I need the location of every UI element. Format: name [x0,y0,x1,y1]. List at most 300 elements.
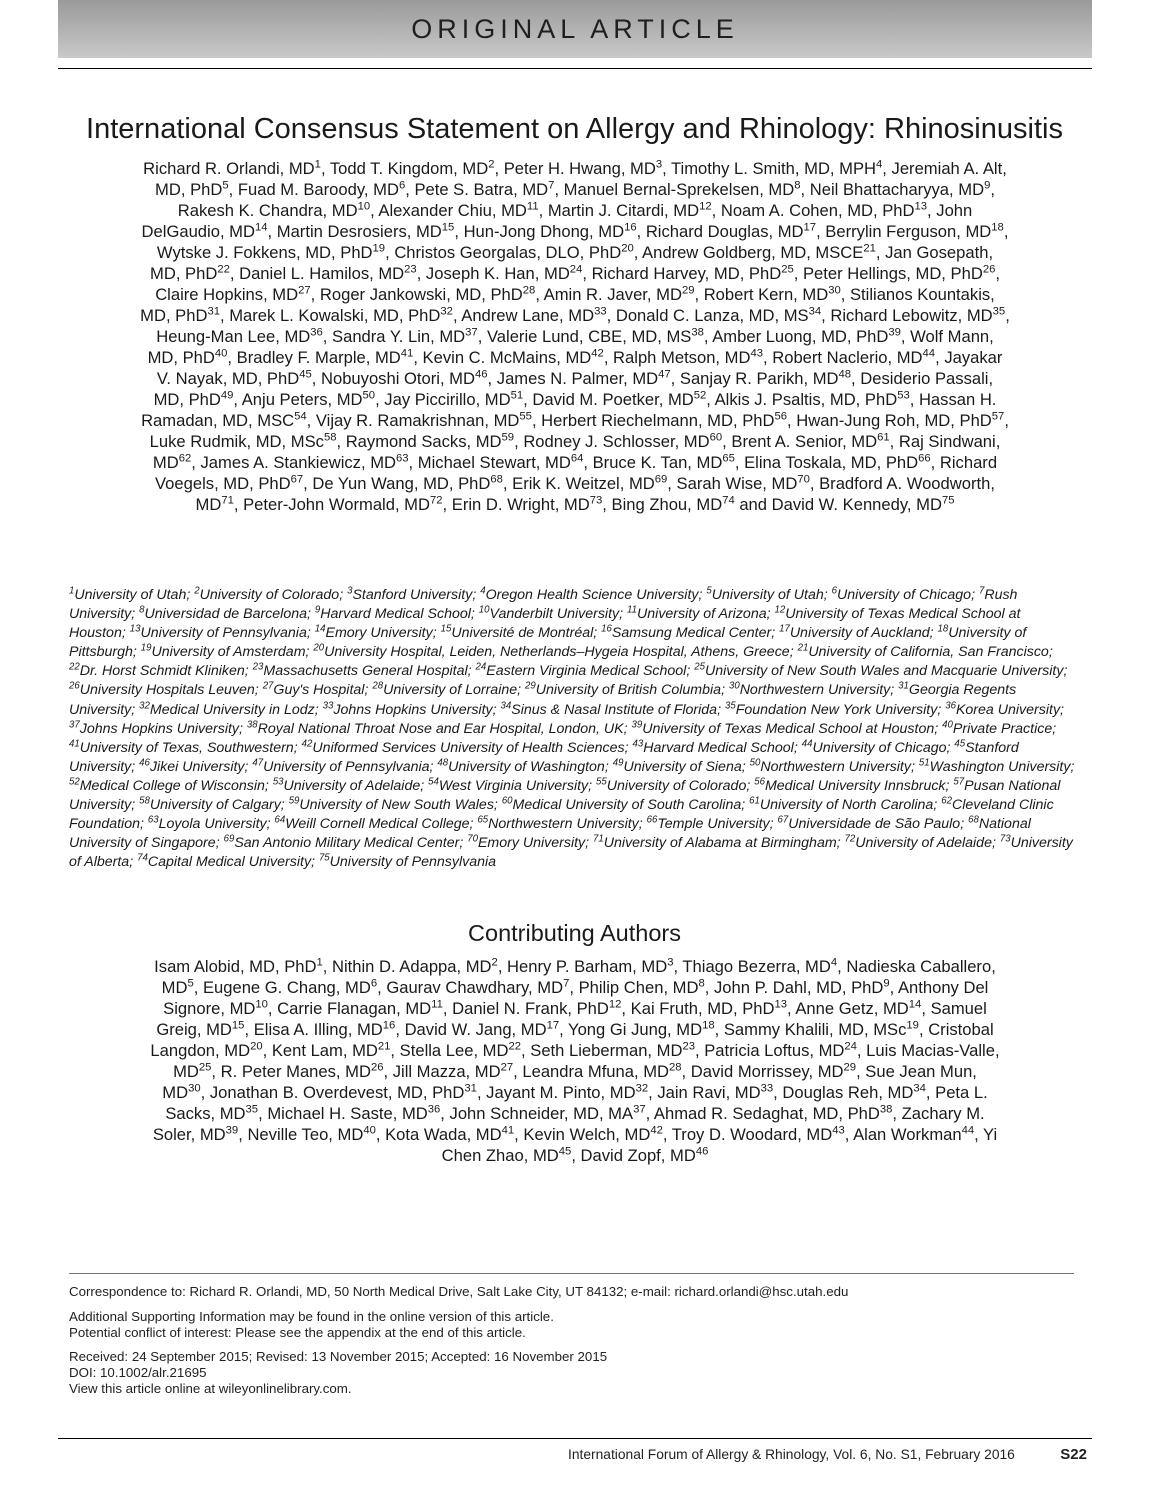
author [332,327,478,346]
author [464,222,637,241]
author [772,348,935,367]
affiliation-marker: 56 [774,410,788,423]
affiliation-marker: 32 [635,1082,649,1095]
author [243,495,442,514]
contributing-author-name: R. Peter Manes, MD [220,1062,371,1081]
affiliation-marker: 52 [693,389,707,402]
affiliation [246,718,624,737]
section-banner [58,0,1092,58]
affiliation-institution: Korea University [955,701,1061,718]
affiliation-marker: 11 [431,998,443,1011]
author [143,159,321,178]
affiliation-marker: 12 [608,998,622,1011]
affiliation-institution: Universidad de Barcelona [144,606,308,623]
contributing-author-name: Sue Jean Mun, MD [162,1062,977,1102]
author [677,474,810,493]
affiliation-number: 21 [797,642,809,654]
author-name: Vijay R. Ramakrishnan, MD [315,411,520,430]
affiliation-number: 75 [318,852,330,864]
contributing-author-name: Nithin D. Adappa, MD [331,957,492,976]
author [523,432,722,451]
affiliation-marker: 45 [558,1145,572,1158]
affiliation-number: 31 [898,680,909,692]
author-name: Joseph K. Han, MD [425,264,570,283]
affiliation-marker: 73 [589,494,603,507]
affiliation [647,816,770,832]
affiliation-institution: Royal National Throat Nose and Ear Hospital, London, UK [257,720,624,737]
affiliation [596,778,746,794]
affiliation [502,797,741,813]
affiliation-number: 5 [706,585,712,597]
affiliation-institution: Medical University in Lodz [149,701,315,718]
affiliation-marker: 59 [501,431,515,444]
affiliation-number: 51 [918,757,930,769]
affiliation-institution: University of Pennsylvania [329,854,497,871]
author [548,201,712,220]
affiliation-marker: 43 [750,347,763,360]
author [487,327,704,346]
contributing-author [782,1083,926,1102]
author [237,348,414,367]
affiliation-institution: University of New South Wales [299,797,494,814]
author-name: Roger Jankowski, MD, PhD [319,285,523,304]
affiliation-institution: Johns Hopkins University [333,701,493,718]
contributing-author [568,1020,715,1039]
affiliation-marker: 39 [888,326,901,339]
affiliation-number: 45 [954,738,966,750]
author [541,411,787,430]
contributing-author-name: Henry P. Barham, MD [507,957,668,976]
affiliation-institution: Stanford University [69,739,1019,775]
author [423,348,604,367]
affiliation-number: 6 [831,585,837,597]
affiliation [750,759,911,775]
affiliation-institution: Medical University Innsbruck [764,777,946,794]
author [155,285,310,304]
affiliation-institution: National University of Singapore [69,816,1031,852]
affiliation-institution: Samsung Medical Center [611,625,772,642]
affiliation-marker: 27 [298,284,311,297]
author-name: Christos Georgalas, DLO, PhD [394,243,622,262]
author-name: Jayakar V. Nayak, MD, PhD [156,348,1003,388]
affiliation-marker: 31 [207,305,220,318]
contributing-author [724,1020,919,1039]
affiliation-marker: 34 [808,305,822,318]
author-name: Nobuyoshi Otori, MD [320,369,475,388]
affiliation-institution: Harvard Medical School [320,606,471,623]
author [320,285,535,304]
affiliation-marker: 35 [245,1103,259,1116]
affiliation [754,778,945,794]
affiliation [252,759,429,775]
author-name: Sarah Wise, MD [676,474,798,493]
author-name: Jay Piccirillo, MD [384,390,511,409]
affiliation [139,759,244,775]
affiliation-institution: University of California, San Francisco [808,644,1049,661]
affiliation-number: 43 [632,738,644,750]
affiliation [631,718,935,737]
affiliation-marker: 29 [843,1061,857,1074]
affiliation-number: 58 [139,795,150,807]
author-name: Desiderio Passali, MD, PhD [153,369,994,409]
affiliation [476,663,687,679]
author-name: Heung-Man Lee, MD [156,327,311,346]
author [378,201,538,220]
author [613,348,763,367]
affiliation-number: 73 [999,833,1011,845]
author-name: Elina Toskala, MD, PhD [744,453,919,472]
affiliation-number: 17 [779,623,790,635]
contributing-author-name: Thiago Bezerra, MD [682,957,831,976]
affiliation-marker: 42 [591,347,604,360]
author-name: Marek L. Kowalski, MD, PhD [229,306,441,325]
contributing-author-name: Kevin Welch, MD [523,1125,651,1144]
contributing-author [154,957,323,976]
affiliation-number: 37 [69,718,80,730]
affiliation-number: 68 [968,814,979,826]
contributing-author [522,1062,681,1081]
affiliation-number: 12 [774,604,786,616]
affiliation-institution: Northwestern University [760,758,911,775]
affiliation-institution: University of Utah [711,587,824,603]
affiliation [479,606,619,622]
article-history [69,1349,607,1397]
affiliation-number: 25 [694,661,705,673]
affiliation [139,797,281,813]
affiliation-number: 33 [322,699,334,711]
contributing-author-list: Isam Alobid, MD, PhD$^1$, Nithin D. Adappa, $MD^2$, Henry P. Barham, $MD^3$, Thiago Bezerra, $MD^4$, Nadieska Caballero, $MD^5$, Eugene G. Chang, $MD^6$, Gaurav Chawdhary, $MD^7$, Philip Chen, $MD^8$, John P. Dahl, MD, PhD$^9$, Anthony Del Signore, MD$^{10}$, Carrie Flanagan, MD$^{11}$, Daniel N. Frank, PhD$^{12}$, Kai Fruth, MD, PhD$^{13}$, Anne Getz, MD$^{14}$, Samuel Greig, MD$^{15}$, Elisa A. Illing, MD$^{16}$, David W. Jang, MD$^{17}$, Yong Gi Jung, MD$^{18}$, Sammy Khalili, MD, MSc$^{19}$, Cristobal Langdon, MD$^{20}$, Kent Lam, MD$^{21}$, Stella Lee, MD$^{22}$, Seth Lieberman, MD$^{23}$, Patricia Loftus, MD$^{24}$, Luis Macias-Valle, MD$^{25}$, R. Peter Manes, MD$^{26}$, Jill Mazza, MD$^{27}$, Leandra Mfuna, MD$^{28}$, David Morrissey, MD$^{29}$, Sue Jean Mun, MD$^{30}$, Jonathan B. Overdevest, MD, PhD$^{31}$, Jayant M. Pinto, MD$^{32}$, Jain Ravi, MD$^{33}$, Douglas Reh, MD$^{34}$, Peta L. Sacks, MD$^{35}$, Michael H. Saste, MD$^{36}$, John Schneider, MD, MA$^{37}$, Ahmad R. Sedaghat, MD, PhD$^{38}$, Zachary M. Soler, MD$^{39}$, Neville Teo, MD$^{40}$, Kota Wada, MD$^{41}$, Kevin Welch, MD$^{42}$, Troy D. Woodard, MD$^{43}$, Alan Workman$^{44}$, Yi Chen Zhao, MD$^{45}$, David Zopf, MD$^{46}$ [150,956,1000,1165]
affiliation-number: 23 [252,661,264,673]
contributing-author-name: David Zopf, MD [580,1146,696,1165]
author [642,243,876,262]
contributing-author [277,999,443,1018]
contributing-author [393,1062,513,1081]
affiliation-number: 10 [478,604,490,616]
affiliation-institution: Georgia Regents University [69,682,1017,718]
affiliation-institution: University of Auckland [789,625,930,642]
author-name: Martin Desrosiers, MD [276,222,442,241]
affiliation-institution: Foundation New York University [735,701,938,718]
contributing-author-name: David W. Jang, MD [404,1020,547,1039]
affiliation [302,740,625,756]
author [239,264,417,283]
affiliation-institution: University of Pittsburgh [69,625,1027,661]
affiliation-marker: 5 [187,977,194,990]
received-dates: Received: 24 September 2015; Revised: 13 November 2015; Accepted: 16 November 2015 [69,1349,608,1364]
contributing-author-name: Stella Lee, MD [399,1041,509,1060]
contributing-author [400,1041,521,1060]
contributing-author-name: Alan Workman [853,1125,962,1144]
affiliation-institution: University of Chicago [837,587,972,603]
author [712,327,901,346]
affiliation [315,625,433,641]
contributing-author [210,1083,477,1102]
author-name: Richard Harvey, MD, PhD [591,264,782,283]
author-name: Jan Gosepath, MD, PhD [150,243,994,283]
affiliation-institution: Uniformed Services University of Health Sciences [312,739,625,756]
affiliation-institution: University of Amsterdam [151,644,306,661]
author-name: Erik K. Weitzel, MD [512,474,655,493]
affiliation-number: 42 [301,738,313,750]
affiliation-marker: 67 [290,473,304,486]
affiliation [69,587,186,603]
contributing-author [385,1125,514,1144]
contributing-author [272,1041,391,1060]
affiliation [632,740,793,756]
affiliation-number: 28 [372,680,384,692]
affiliation-number: 62 [941,795,952,807]
author-name: Pete S. Batra, MD [414,180,549,199]
affiliation-marker: 33 [594,305,607,318]
author-name: Peter-John Wormald, MD [243,495,430,514]
affiliation-institution: University of Alabama at Birmingham [603,835,837,852]
affiliation-marker: 29 [681,284,695,297]
contributing-author-name: Carrie Flanagan, MD [277,999,432,1018]
affiliation-number: 16 [601,623,612,635]
affiliation-institution: Emory University [477,835,586,852]
affiliation-marker: 36 [310,326,323,339]
contributing-author-name: Philip Chen, MD [578,978,699,997]
contributing-author-name: Isam Alobid, MD, PhD [154,957,317,976]
contributing-author-name: David Morrissey, MD [690,1062,844,1081]
affiliation [289,797,494,813]
affiliation [319,854,496,870]
affiliation-number: 53 [272,776,284,788]
contributing-author-name: Jain Ravi, MD [657,1083,761,1102]
affiliation-marker: 38 [691,326,704,339]
author-name: Hun-Jong Dhong, MD [463,222,625,241]
affiliation-marker: 13 [914,200,928,213]
affiliation [224,835,460,851]
author [426,264,582,283]
author [544,285,695,304]
contributing-author-name: Sammy Khalili, MD, MSc [723,1020,907,1039]
affiliation [467,835,585,851]
contributing-author-name: Yong Gi Jung, MD [568,1020,703,1039]
author-name: Sandra Y. Lin, MD [332,327,466,346]
author [592,264,794,283]
affiliation-marker: 9 [883,977,890,990]
affiliation-marker: 75 [941,494,955,507]
affiliation-marker: 4 [876,158,883,171]
affiliation-institution: University of Texas Medical School at Houston [69,606,1021,642]
affiliation [441,625,594,641]
contributing-author [691,1062,856,1081]
affiliation-marker: 33 [760,1082,774,1095]
author-name: Michael Stewart, MD [417,453,571,472]
affiliation [845,835,992,851]
contributing-author [452,999,621,1018]
affiliation-institution: University of Colorado [199,587,340,603]
affiliation [627,606,767,622]
affiliation [69,718,240,737]
author [461,306,606,325]
affiliation [525,682,721,698]
author-name: Jeremiah A. Alt, MD, PhD [155,159,1007,199]
affiliation [500,699,718,718]
affiliation-institution: University of Arizona [637,606,767,623]
contributing-author [704,1041,857,1060]
affiliation [779,625,930,641]
author-name: Richard Douglas, MD [645,222,804,241]
author-name: Amber Luong, MD, PhD [712,327,889,346]
affiliation-number: 27 [262,680,274,692]
author-name: De Yun Wang, MD, PhD [312,474,491,493]
author-name: Claire Hopkins, MD [155,285,299,304]
contributing-author-name: Anne Getz, MD [795,999,909,1018]
affiliation-marker: 18 [702,1019,715,1032]
contributing-author [254,1020,396,1039]
contributing-author-name: Luis Macias-Valle, MD [173,1041,1000,1081]
affiliation-marker: 12 [699,200,712,213]
affiliation [347,587,472,603]
author [321,369,488,388]
affiliation-marker: 21 [377,1040,391,1053]
affiliation-institution: Private Practice [952,720,1053,737]
contributing-author [714,978,890,997]
affiliation [428,778,588,794]
affiliation-marker: 3 [667,956,674,969]
contributing-author [450,1104,646,1123]
affiliation-number: 4 [480,585,486,597]
affiliation-number: 2 [194,585,200,597]
contributing-author-name: Neville Teo, MD [247,1125,364,1144]
author [744,453,931,472]
contributing-author [203,978,377,997]
affiliation-number: 64 [274,814,286,826]
affiliation-number: 39 [631,718,643,730]
affiliation [313,644,789,660]
contributing-author [631,999,787,1018]
affiliation-institution: Université de Montréal [451,625,594,642]
affiliation-number: 30 [728,680,740,692]
contributing-author-name: Eugene G. Chang, MD [202,978,371,997]
affiliation-marker: 40 [363,1124,376,1137]
contributing-author-name: Michael H. Saste, MD [267,1104,428,1123]
affiliation-marker: 31 [464,1082,477,1095]
affiliation-number: 7 [978,585,985,597]
contributing-author-name: Cristobal Langdon, MD [150,1020,994,1060]
affiliation-institution: University of Pennsylvania [140,625,307,642]
author [414,180,554,199]
affiliation [69,740,294,756]
affiliation-marker: 62 [178,452,192,465]
affiliation-institution: Harvard Medical School [643,739,794,756]
affiliation-number: 24 [475,661,487,673]
affiliation-marker: 19 [372,242,386,255]
affiliation-institution: Dr. Horst Schmidt Kliniken [79,663,245,680]
affiliation-marker: 35 [992,305,1006,318]
affiliation [437,759,604,775]
correspondence-text: Correspondence to: Richard R. Orlandi, MD, 50 North Medical Drive, Salt Lake City, UT 84132; e-mail: richard.orlandi@hsc.utah.edu [69,1284,849,1299]
author-name: Brent A. Senior, MD [731,432,878,451]
affiliation-institution: University of North Carolina [759,797,934,814]
author-name: Ralph Metson, MD [613,348,751,367]
author-name: Kevin C. McMains, MD [422,348,592,367]
affiliation-institution: Stanford University [352,587,473,603]
affiliation [593,835,837,851]
affiliation-number: 50 [749,757,761,769]
affiliation [139,699,315,718]
affiliation [694,663,1063,679]
affiliation-institution: Universidade de São Paulo [788,816,961,833]
affiliation [802,740,947,756]
affiliation-marker: 1 [314,158,321,171]
affiliation-marker: 13 [774,998,788,1011]
affiliation-marker: 22 [217,263,230,276]
contributing-author [267,1104,440,1123]
affiliation-institution: University of New South Wales and Macquarie University [704,663,1064,680]
affiliation-number: 61 [749,795,760,807]
author-name: Andrew Goldberg, MD, MSCE [642,243,864,262]
affiliation [613,759,742,775]
author [312,474,503,493]
contributing-author [405,1020,560,1039]
author [646,222,816,241]
affiliation-marker: 50 [362,389,376,402]
affiliation-number: 49 [612,757,624,769]
affiliation [919,759,1071,775]
affiliation-marker: 41 [400,347,414,360]
author-name: Neil Bhattacharyya, MD [809,180,985,199]
affiliation-institution: Eastern Virginia Medical School [486,663,687,680]
author-name: Anju Peters, MD [241,390,363,409]
affiliation-institution: University of Texas, Southwestern [79,739,294,756]
affiliation-number: 3 [347,585,353,597]
author [803,264,995,283]
affiliation-institution: University Hospital, Leiden, Netherlands–Hygeia Hospital, Athens, Greece [324,644,790,661]
affiliation-number: 48 [437,757,449,769]
affiliation-number: 69 [223,833,235,845]
author-name: Wytske J. Fokkens, MD, PhD [156,243,373,262]
affiliation-marker: 25 [781,263,794,276]
contributing-author-name: Samuel Greig, MD [156,999,987,1039]
contributing-author-name: Anthony Del Signore, MD [163,978,989,1018]
supporting-info-note [69,1309,554,1341]
author-name: Herbert Riechelmann, MD, PhD [541,411,775,430]
affiliation-marker: 41 [501,1124,515,1137]
contributing-author-name: Yi Chen Zhao, MD [441,1125,998,1165]
affiliation-number: 13 [129,623,141,635]
affiliation-institution: West Virginia University [438,777,589,794]
affiliation [148,816,267,832]
affiliation-marker: 43 [832,1124,845,1137]
affiliation-marker: 44 [922,347,936,360]
affiliation-marker: 60 [709,431,723,444]
author [721,201,927,220]
affiliation-list: $^1$University of Utah; $^2$University of Colorado; $^3$Stanford University; $^4$Oregon Health Science University; $^5$University of Utah; $^6$University of Chicago; $^7$Rush University; $^8$Universidad de Barcelona; $^9$Harvard Medical School; $^{10}$Vanderbilt University; $^{11}$University of Arizona; $^{12}$University of Texas Medical School at Houston; $^{13}$University of Pennsylvania; $^{14}$Emory University; $^{15}$Université de Montréal; $^{16}$Samsung Medical Center; $^{17}$University of Auckland; $^{18}$University of Pittsburgh; $^{19}$University of Amsterdam; $^{20}$University Hospital, Leiden, Netherlands–Hygeia Hospital, Athens, Greece; $^{21}$University of California, San Francisco; $^{22}$Dr. Horst Schmidt Kliniken; $^{23}$Massachusetts General Hospital; $^{24}$Eastern Virginia Medical School; $^{25}$University of New South Wales and Macquarie University; $^{26}$University Hospitals Leuven; $^{27}$Guy's Hospital; $^{28}$University of Lorraine; $^{29}$University of British Columbia; $^{30}$Northwestern University; $^{31}$Georgia Regents University; $^{32}$Medical University in Lodz; $^{33}$Johns Hopkins University; $^{34}$Sinus & Nasal Institute of Florida; $^{35}$Foundation New York University; $^{36}$Korea University; $^{37}$Johns Hopkins University; $^{38}$Royal National Throat Nose and Ear Hospital, London, UK; $^{39}$University of Texas Medical School at Houston; $^{40}$Private Practice; $^{41}$University of Texas, Southwestern; $^{42}$Uniformed Services University of Health Sciences; $^{43}$Harvard Medical School; $^{44}$University of Chicago; $^{45}$Stanford University; $^{46}$Jikei University; $^{47}$University of Pennsylvania; $^{48}$University of Washington; $^{49}$University of Siena; $^{50}$Northwestern University; $^{51}$Washington University; $^{52}$Medical College of Wisconsin; $^{53}$University of Adelaide; $^{54}$West Virginia University; $^{55}$University of Colorado; $^{56}$Medical University Innsbruck; $^{57}$Pusan National University; $^{58}$University of Calgary; $^{59}$University of New South Wales; $^{60}$Medical University of South Carolina; $^{61}$University of North Carolina; $^{62}$Cleveland Clinic Foundation; $^{63}$Loyola University; $^{64}$Weill Cornell Medical College; $^{65}$Northwestern University; $^{66}$Temple University; $^{67}$Universidade de São Paulo; $^{68}$National University of Singapore; $^{69}$San Antonio Military Medical Center; $^{70}$Emory University; $^{71}$University of Alabama at Birmingham; $^{72}$University of Adelaide; $^{73}$University of Alberta; $^{74}$Capital Medical University; $^{75}$University of Pennsylvania [69,585,1075,871]
correspondence-note [69,1284,848,1300]
affiliation-institution: University Hospitals Leuven [79,682,255,699]
affiliation-marker: 46 [475,368,488,381]
author-name: Noam A. Cohen, MD, PhD [720,201,915,220]
contributing-author [486,1083,648,1102]
affiliation-marker: 26 [370,1061,384,1074]
affiliation-marker: 44 [961,1124,975,1137]
affiliation-marker: 5 [222,179,229,192]
affiliation-marker: 28 [669,1061,682,1074]
affiliation-marker: 8 [698,977,705,990]
contributing-author [523,1125,662,1144]
author-list: Richard R. Orlandi, $MD^1$, Todd T. Kingdom, $MD^2$, Peter H. Hwang, $MD^3$, Timothy L. Smith, MD, MPH$^4$, Jeremiah A. Alt, MD, PhD$^5$, Fuad M. Baroody, $MD^6$, Pete S. Batra, $MD^7$, Manuel Bernal-Sprekelsen, $MD^8$, Neil Bhattacharyya, $MD^9$, Rakesh K. Chandra, MD$^{10}$, Alexander Chiu, MD$^{11}$, Martin J. Citardi, MD$^{12}$, Noam A. Cohen, MD, PhD$^{13}$, John DelGaudio, MD$^{14}$, Martin Desrosiers, MD$^{15}$, Hun-Jong Dhong, MD$^{16}$, Richard Douglas, MD$^{17}$, Berrylin Ferguson, MD$^{18}$, Wytske J. Fokkens, MD, PhD$^{19}$, Christos Georgalas, DLO, PhD$^{20}$, Andrew Goldberg, MD, MSCE$^{21}$, Jan Gosepath, MD, PhD$^{22}$, Daniel L. Hamilos, MD$^{23}$, Joseph K. Han, MD$^{24}$, Richard Harvey, MD, PhD$^{25}$, Peter Hellings, MD, PhD$^{26}$, Claire Hopkins, MD$^{27}$, Roger Jankowski, MD, PhD$^{28}$, Amin R. Javer, MD$^{29}$, Robert Kern, MD$^{30}$, Stilianos Kountakis, MD, PhD$^{31}$, Marek L. Kowalski, MD, PhD$^{32}$, Andrew Lane, MD$^{33}$, Donald C. Lanza, MD, MS$^{34}$, Richard Lebowitz, MD$^{35}$, Heung-Man Lee, MD$^{36}$, Sandra Y. Lin, MD$^{37}$, Valerie Lund, CBE, MD, MS$^{38}$, Amber Luong, MD, PhD$^{39}$, Wolf Mann, MD, PhD$^{40}$, Bradley F. Marple, MD$^{41}$, Kevin C. McMains, MD$^{42}$, Ralph Metson, MD$^{43}$, Robert Naclerio, MD$^{44}$, Jayakar V. Nayak, MD, PhD$^{45}$, Nobuyoshi Otori, MD$^{46}$, James N. Palmer, MD$^{47}$, Sanjay R. Parikh, MD$^{48}$, Desiderio Passali, MD, PhD$^{49}$, Anju Peters, MD$^{50}$, Jay Piccirillo, MD$^{51}$, David M. Poetker, MD$^{52}$, Alkis J. Psaltis, MD, PhD$^{53}$, Hassan H. Ramadan, MD, MSC$^{54}$, Vijay R. Ramakrishnan, MD$^{55}$, Herbert Riechelmann, MD, PhD$^{56}$, Hwan-Jung Roh, MD, PhD$^{57}$, Luke Rudmik, MD, MSc$^{58}$, Raymond Sacks, MD$^{59}$, Rodney J. Schlosser, MD$^{60}$, Brent A. Senior, MD$^{61}$, Raj Sindwani, MD$^{62}$, James A. Stankiewicz, MD$^{63}$, Michael Stewart, MD$^{64}$, Bruce K. Tan, MD$^{65}$, Elina Toskala, MD, PhD$^{66}$, Richard Voegels, MD, PhD$^{67}$, De Yun Wang, MD, PhD$^{68}$, Erik K. Weitzel, MD$^{69}$, Sarah Wise, MD$^{70}$, Bradford A. Woodworth, MD$^{71}$, Peter-John Wormald, MD$^{72}$, Erin D. Wright, MD$^{73}$, Bing Zhou, MD$^{74}$ and David W. Kennedy, MD$^{75}$ [140,158,1010,514]
section-label: ORIGINAL ARTICLE [411,14,739,44]
affiliation-marker: 74 [722,494,735,507]
affiliation-marker: 38 [879,1103,893,1116]
affiliation-marker: 19 [906,1019,919,1032]
author [504,159,662,178]
affiliation-marker: 36 [427,1103,441,1116]
author [178,201,370,220]
